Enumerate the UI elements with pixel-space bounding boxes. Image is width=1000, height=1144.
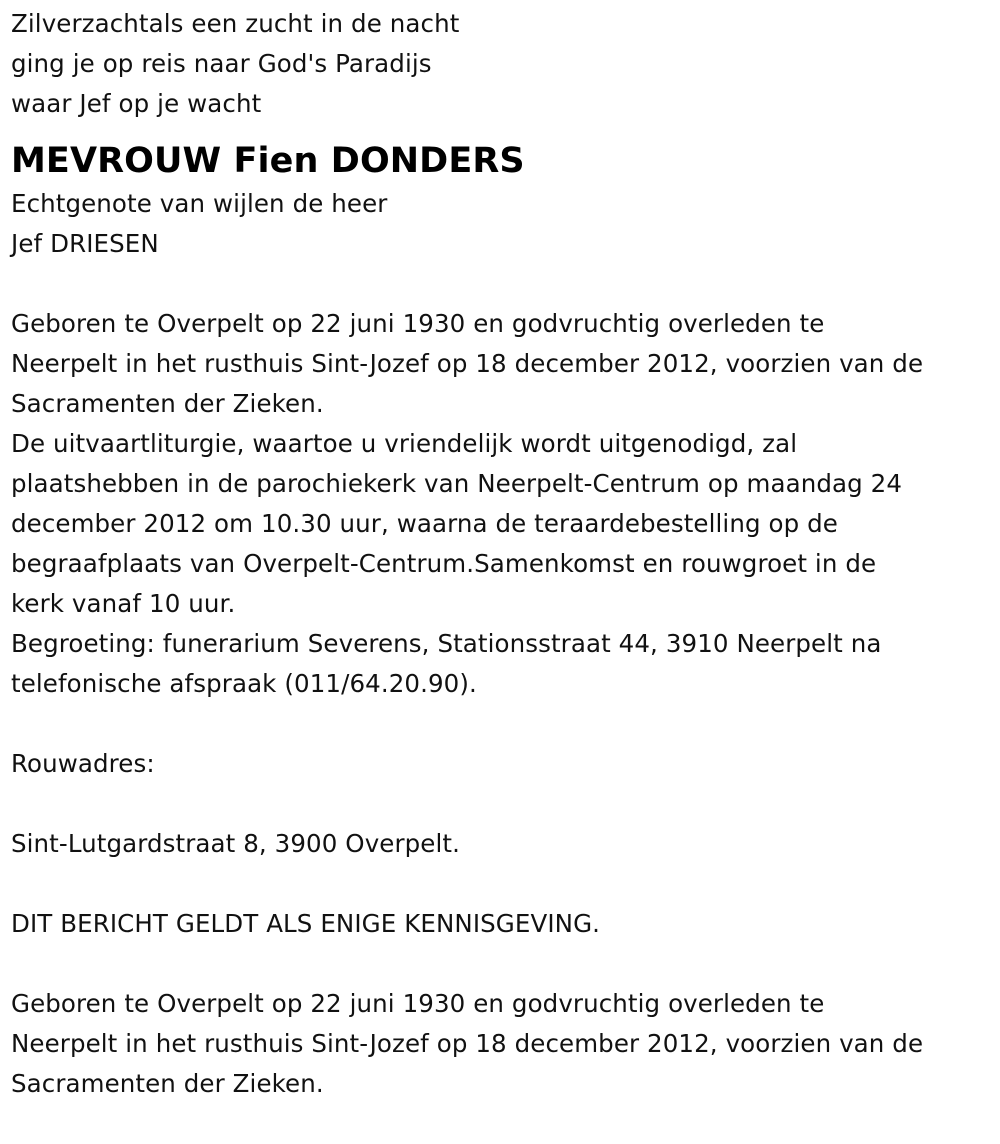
announcement-line-text: plaatshebben in de parochiekerk van Neerpelt-Centrum op maandag 24: [11, 469, 903, 498]
announcement-line-text: Neerpelt in het rusthuis Sint-Jozef op 18 december 2012, voorzien van de: [11, 349, 924, 378]
repeated-line: [11, 984, 1000, 1024]
announcement-line: [11, 664, 1000, 704]
mourning-address-label-text: Rouwadres:: [11, 749, 155, 778]
announcement-paragraph: [11, 304, 1000, 704]
relation-line-text: Echtgenote van wijlen de heer: [11, 189, 388, 218]
poem-line: [11, 44, 1000, 84]
mourning-address: [11, 824, 1000, 864]
notice-text-content: DIT BERICHT GELDT ALS ENIGE KENNISGEVING.: [11, 909, 601, 938]
poem-line-text: waar Jef op je wacht: [11, 89, 262, 118]
poem-line: [11, 84, 1000, 124]
repeated-line: [11, 1064, 1000, 1104]
announcement-line-text: Geboren te Overpelt op 22 juni 1930 en godvruchtig overleden te: [11, 309, 825, 338]
mourning-address-label: [11, 744, 1000, 784]
poem-line-text: Zilverzachtals een zucht in de nacht: [11, 9, 460, 38]
announcement-line: [11, 344, 1000, 384]
repeated-line-text: Sacramenten der Zieken.: [11, 1069, 324, 1098]
spacer: [11, 704, 1000, 744]
announcement-line-text: Sacramenten der Zieken.: [11, 389, 324, 418]
deceased-name-title: MEVROUW Fien DONDERS: [11, 141, 525, 181]
relation-line: [11, 224, 1000, 264]
announcement-line-text: telefonische afspraak (011/64.20.90).: [11, 669, 477, 698]
repeated-line-text: Geboren te Overpelt op 22 juni 1930 en godvruchtig overleden te: [11, 989, 825, 1018]
announcement-line: [11, 384, 1000, 424]
repeated-line: [11, 1024, 1000, 1064]
relation-line-text: Jef DRIESEN: [11, 229, 159, 258]
spacer: [11, 944, 1000, 984]
announcement-line-text: kerk vanaf 10 uur.: [11, 589, 236, 618]
mourning-address-text: Sint-Lutgardstraat 8, 3900 Overpelt.: [11, 829, 460, 858]
announcement-line-text: Begroeting: funerarium Severens, Stationsstraat 44, 3910 Neerpelt na: [11, 629, 882, 658]
poem: [11, 0, 1000, 124]
announcement-line-text: De uitvaartliturgie, waartoe u vriendelijk wordt uitgenodigd, zal: [11, 429, 798, 458]
poem-line: [11, 4, 1000, 44]
announcement-line: [11, 424, 1000, 464]
announcement-line: [11, 544, 1000, 584]
announcement-line: [11, 504, 1000, 544]
spacer: [11, 864, 1000, 904]
repeated-birth-death-paragraph: [11, 984, 1000, 1104]
relation: [11, 184, 1000, 264]
notice-text: [11, 904, 1000, 944]
relation-line: [11, 184, 1000, 224]
poem-line-text: ging je op reis naar God's Paradijs: [11, 49, 432, 78]
announcement-line: [11, 304, 1000, 344]
repeated-line-text: Neerpelt in het rusthuis Sint-Jozef op 18 december 2012, voorzien van de: [11, 1029, 924, 1058]
announcement-line-text: begraafplaats van Overpelt-Centrum.Samenkomst en rouwgroet in de: [11, 549, 877, 578]
announcement-line: [11, 584, 1000, 624]
announcement-line-text: december 2012 om 10.30 uur, waarna de teraardebestelling op de: [11, 509, 838, 538]
announcement-line: [11, 624, 1000, 664]
announcement-line: [11, 464, 1000, 504]
spacer: [11, 784, 1000, 824]
spacer: [11, 264, 1000, 304]
